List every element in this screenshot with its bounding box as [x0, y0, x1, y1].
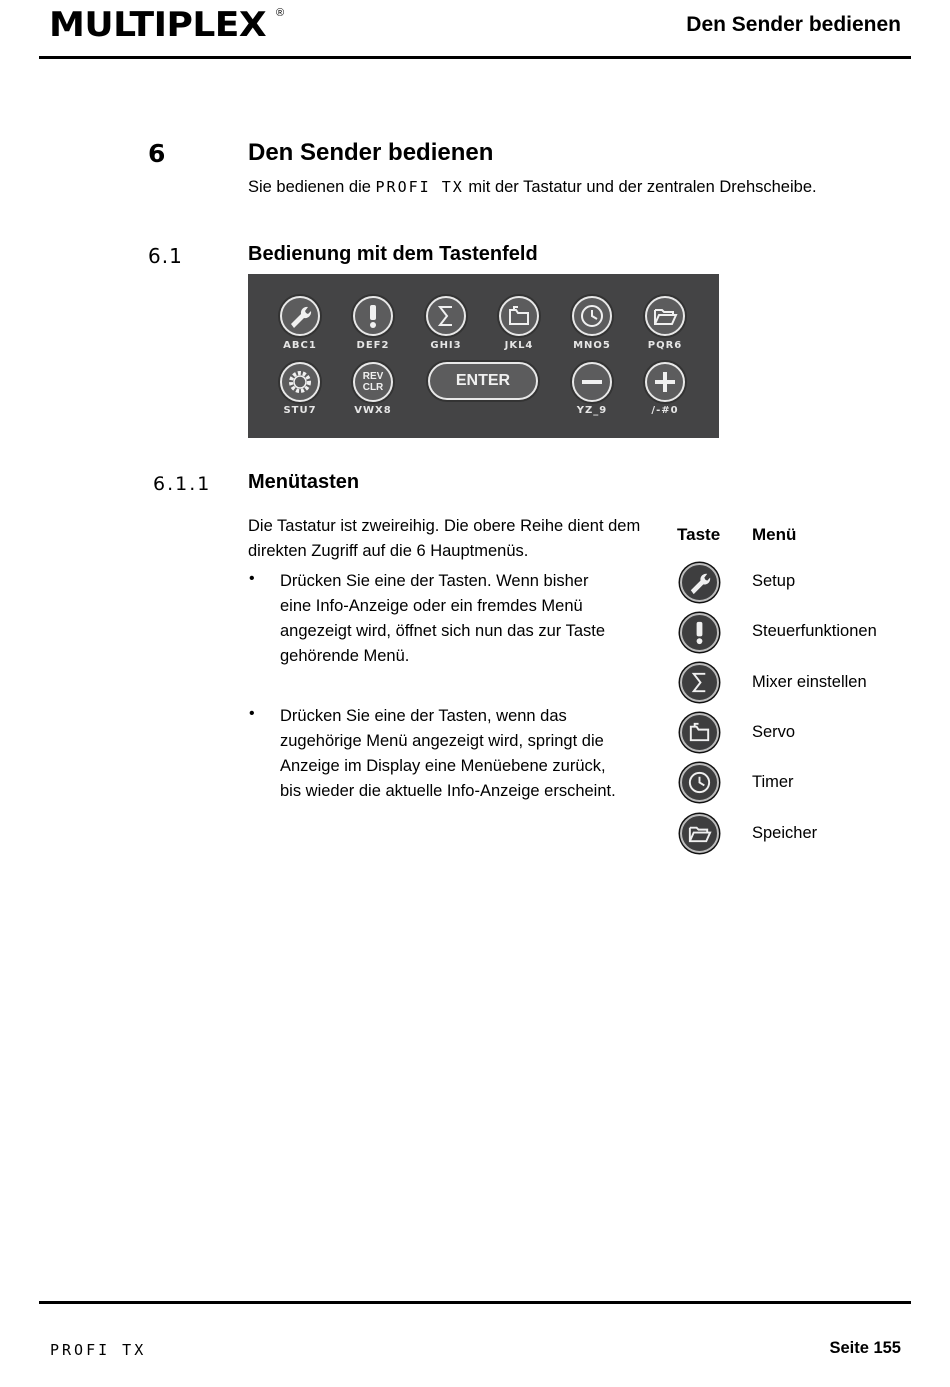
exclamation-icon — [353, 296, 393, 336]
registered-mark: ® — [276, 7, 285, 19]
section-6-title: Den Sender bedienen — [248, 139, 494, 166]
intro-brand: PROFI TX — [375, 178, 464, 196]
key-label-pqr6: PQR6 — [647, 340, 683, 351]
clr-label: CLR — [362, 382, 384, 393]
bullet-2-line-4: bis wieder die aktuelle Info-Anzeige erscheint. — [280, 782, 616, 800]
clock-icon — [572, 296, 612, 336]
key-label-stu7: STU7 — [283, 405, 317, 416]
bullet-1-line-3: angezeigt wird, öffnet sich nun das zur Taste — [280, 622, 606, 640]
folder-icon — [680, 713, 719, 752]
bullet-1-line-4: gehörende Menü. — [280, 647, 410, 665]
exclamation-icon — [680, 613, 719, 652]
key-label-jkl4: JKL4 — [504, 340, 534, 351]
wrench-icon — [280, 296, 320, 336]
folder-icon — [499, 296, 539, 336]
open-folder-icon — [645, 296, 685, 336]
menu-label-speicher: Speicher — [752, 824, 818, 842]
menu-label-steuerfunktionen: Steuerfunktionen — [752, 622, 877, 640]
bullet-2-symbol: • — [249, 705, 255, 722]
section-6-number: 6 — [148, 139, 166, 168]
menu-label-setup: Setup — [752, 572, 796, 590]
clock-icon — [680, 763, 719, 802]
bullet-2-text — [280, 704, 650, 804]
enter-key: ENTER — [428, 362, 538, 400]
intro-text-end: mit der Tastatur und der zentralen Drehscheibe. — [463, 178, 817, 196]
section-6-1-1-number: 6.1.1 — [153, 473, 212, 495]
open-folder-icon — [680, 814, 719, 853]
section-6-1-1-title: Menütasten — [248, 471, 360, 493]
keypad-paragraph: Die Tastatur ist zweireihig. Die obere Reihe dient dem direkten Zugriff auf die 6 Hauptmenüs. — [248, 517, 641, 560]
sigma-icon — [426, 296, 466, 336]
bullet-1-text — [280, 569, 650, 669]
section-6-1-number: 6.1 — [148, 244, 183, 268]
minus-icon — [572, 362, 612, 402]
header-rule — [39, 56, 911, 59]
bullet-1-line-1: Drücken Sie eine der Tasten. Wenn bisher — [280, 572, 589, 590]
page-number: Seite 155 — [829, 1339, 901, 1357]
intro-text-start: Sie bedienen die — [248, 178, 376, 196]
bullet-2-line-3: Anzeige im Display eine Menüebene zurück, — [280, 757, 606, 775]
key-label-abc1: ABC1 — [283, 340, 317, 351]
bullet-2-line-1: Drücken Sie eine der Tasten, wenn das — [280, 707, 567, 725]
section-6-intro — [248, 175, 817, 200]
bullet-1-line-2: eine Info-Anzeige oder ein fremdes Menü — [280, 597, 583, 615]
table-header-key: Taste — [677, 525, 721, 544]
keypad-image — [248, 274, 719, 438]
menu-label-servo: Servo — [752, 723, 796, 741]
bullet-2-line-2: zugehörige Menü angezeigt wird, springt die — [280, 732, 604, 750]
rev-clr-icon — [353, 362, 393, 402]
wrench-icon — [680, 563, 719, 602]
bullet-1-symbol: • — [249, 570, 255, 587]
footer-rule — [39, 1301, 911, 1304]
rev-label: REV — [362, 371, 384, 382]
section-6-1-title: Bedienung mit dem Tastenfeld — [248, 243, 538, 265]
header-title: Den Sender bedienen — [686, 13, 901, 36]
key-label-ghi3: GHI3 — [430, 340, 462, 351]
menu-label-mixer: Mixer einstellen — [752, 673, 867, 691]
plus-icon — [645, 362, 685, 402]
key-label-0: /-#0 — [651, 405, 679, 416]
menu-label-timer: Timer — [752, 773, 794, 791]
multiplex-logo: MULTIPLEX — [49, 5, 267, 45]
key-label-vwx8: VWX8 — [354, 405, 392, 416]
key-label-yz9: YZ_9 — [576, 405, 608, 416]
gear-icon — [280, 362, 320, 402]
table-header-menu: Menü — [752, 525, 797, 544]
key-label-mno5: MNO5 — [573, 340, 611, 351]
footer-brand: PROFI TX — [50, 1341, 147, 1359]
key-label-def2: DEF2 — [356, 340, 390, 351]
sigma-icon — [680, 663, 719, 702]
